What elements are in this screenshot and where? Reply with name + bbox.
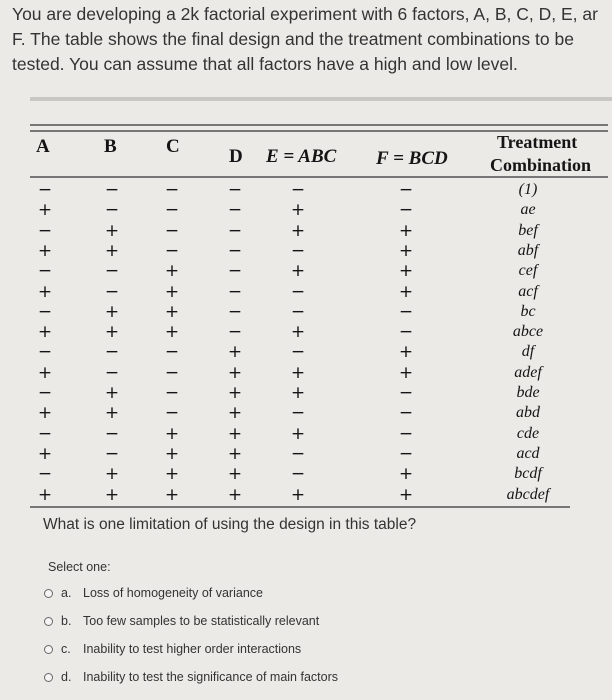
table-cell: − — [164, 180, 180, 200]
treatment-combination: bef — [518, 221, 538, 239]
treatment-combination: bc — [520, 302, 536, 320]
treatment-combination: abce — [512, 323, 544, 341]
table-cell: + — [398, 464, 414, 485]
table-cell: + — [290, 220, 306, 241]
treatment-combination: abd — [516, 404, 540, 422]
table-cell: + — [104, 240, 120, 261]
option-a[interactable] — [44, 586, 263, 600]
table-cell: + — [37, 403, 53, 424]
header-treatment: Treatment — [497, 132, 578, 152]
option-text: Loss of homogeneity of variance — [83, 586, 263, 600]
table-cell: + — [227, 342, 243, 363]
table-cell: − — [227, 240, 243, 261]
table-top-rule — [30, 124, 608, 126]
table-cell: − — [227, 261, 243, 282]
table-cell: − — [164, 362, 180, 383]
table-cell: + — [290, 484, 306, 505]
table-cell: + — [164, 261, 180, 282]
table-cell: + — [104, 403, 120, 424]
option-text: Too few samples to be statistically relevant — [83, 614, 320, 628]
table-cell: − — [290, 180, 306, 200]
table-cell: + — [37, 484, 53, 505]
table-cell: − — [227, 220, 243, 241]
option-d[interactable] — [44, 670, 338, 684]
table-cell: − — [104, 200, 120, 221]
table-cell: − — [104, 342, 120, 363]
table-cell: − — [290, 464, 306, 485]
table-cell: + — [37, 281, 53, 302]
table-cell: − — [104, 443, 120, 464]
table-cell: − — [104, 423, 120, 444]
table-cell: + — [290, 423, 306, 444]
table-cell: − — [227, 301, 243, 322]
divider — [30, 97, 612, 101]
table-cell: − — [227, 200, 243, 221]
table-cell: + — [37, 322, 53, 343]
table-cell: + — [104, 383, 120, 403]
table-cell: − — [290, 240, 306, 261]
table-header-rule — [30, 176, 608, 178]
option-letter: c. — [61, 642, 71, 656]
treatment-combination: cef — [518, 262, 538, 280]
table-cell: − — [227, 180, 243, 200]
header-f: F = BCD — [376, 148, 448, 169]
option-text: Inability to test higher order interactions — [83, 642, 302, 656]
table-cell: − — [227, 322, 243, 343]
header-a: A — [36, 136, 50, 157]
option-b[interactable] — [44, 614, 319, 628]
table-cell: − — [398, 443, 414, 464]
table-cell: − — [37, 261, 53, 282]
table-cell: − — [104, 362, 120, 383]
option-text: Inability to test the significance of main factors — [83, 670, 338, 684]
table-cell: − — [104, 180, 120, 200]
table-cell: + — [104, 484, 120, 505]
question-intro-text: You are developing a 2k factorial experiment with 6 factors, A, B, C, D, E, ar F. The table shows the final design and the treatment combinations to be tested. You can assume that all factors have a high and low level. — [12, 4, 598, 74]
table-cell: − — [37, 301, 53, 322]
radio-button-icon[interactable] — [44, 589, 53, 598]
treatment-combination: abf — [517, 241, 539, 259]
table-cell: + — [227, 423, 243, 444]
table-cell: − — [227, 281, 243, 302]
table-cell: − — [164, 200, 180, 221]
table-cell: + — [227, 464, 243, 485]
table-cell: + — [104, 220, 120, 241]
table-cell: − — [37, 464, 53, 485]
table-cell: + — [290, 200, 306, 221]
table-cell: + — [164, 301, 180, 322]
treatment-combination: bcdf — [514, 465, 542, 483]
table-cell: + — [164, 322, 180, 343]
table-cell: − — [290, 443, 306, 464]
option-letter: b. — [61, 614, 72, 628]
table-bottom-rule — [30, 506, 570, 508]
table-cell: − — [290, 281, 306, 302]
header-b: B — [104, 136, 117, 157]
header-d: D — [229, 146, 243, 167]
option-c[interactable] — [44, 642, 301, 656]
table-cell: + — [104, 301, 120, 322]
table-cell: + — [290, 261, 306, 282]
header-e: E = ABC — [266, 146, 337, 167]
table-cell: + — [37, 240, 53, 261]
radio-button-icon[interactable] — [44, 645, 53, 654]
radio-button-icon[interactable] — [44, 673, 53, 682]
header-combination: Combination — [490, 155, 592, 175]
table-cell: + — [104, 322, 120, 343]
select-one-label: Select one: — [48, 560, 111, 574]
table-cell: − — [398, 322, 414, 343]
table-cell: + — [398, 240, 414, 261]
table-cell: − — [398, 200, 414, 221]
table-cell: + — [227, 362, 243, 383]
treatment-combination: cde — [516, 424, 540, 442]
option-letter: d. — [61, 670, 72, 684]
table-cell: − — [398, 180, 414, 200]
table-cell: − — [398, 423, 414, 444]
table-cell: − — [164, 220, 180, 241]
treatment-combination: acf — [518, 282, 538, 300]
table-cell: + — [37, 200, 53, 221]
table-cell: + — [227, 484, 243, 505]
table-cell: − — [164, 342, 180, 363]
treatment-combination: abcdef — [506, 485, 550, 503]
table-cell: + — [290, 383, 306, 403]
table-cell: + — [398, 281, 414, 302]
table-cell: + — [398, 484, 414, 505]
table-cell: + — [227, 383, 243, 403]
table-cell: − — [37, 423, 53, 444]
table-cell: − — [398, 301, 414, 322]
table-cell: − — [164, 240, 180, 261]
table-cell: − — [398, 403, 414, 424]
table-cell: + — [227, 443, 243, 464]
header-c: C — [166, 136, 180, 157]
question-text: What is one limitation of using the design in this table? — [43, 516, 417, 533]
table-cell: + — [104, 464, 120, 485]
treatment-combination: acd — [516, 444, 540, 462]
table-cell: + — [398, 362, 414, 383]
table-cell: + — [290, 362, 306, 383]
table-cell: − — [398, 383, 414, 403]
table-cell: + — [398, 342, 414, 363]
table-cell: + — [164, 484, 180, 505]
table-cell: − — [104, 281, 120, 302]
table-cell: + — [398, 261, 414, 282]
treatment-combination: ae — [520, 201, 536, 219]
design-table — [0, 120, 612, 510]
treatment-combination: (1) — [518, 181, 538, 198]
treatment-combination: adef — [514, 363, 542, 381]
table-cell: − — [37, 342, 53, 363]
table-cell: − — [37, 220, 53, 241]
table-cell: + — [164, 464, 180, 485]
radio-button-icon[interactable] — [44, 617, 53, 626]
table-cell: + — [37, 443, 53, 464]
treatment-combination: bde — [516, 384, 540, 401]
table-cell: − — [290, 301, 306, 322]
table-cell: − — [290, 403, 306, 424]
option-letter: a. — [61, 586, 72, 600]
table-cell: − — [37, 180, 53, 200]
table-cell: + — [164, 423, 180, 444]
treatment-combination: df — [521, 343, 535, 361]
table-cell: + — [164, 443, 180, 464]
table-cell: − — [164, 383, 180, 403]
table-cell: − — [290, 342, 306, 363]
table-cell: − — [37, 383, 53, 403]
table-cell: + — [290, 322, 306, 343]
table-cell: + — [37, 362, 53, 383]
table-cell: − — [104, 261, 120, 282]
table-cell: + — [398, 220, 414, 241]
table-cell: + — [227, 403, 243, 424]
table-cell: + — [164, 281, 180, 302]
table-cell: − — [164, 403, 180, 424]
